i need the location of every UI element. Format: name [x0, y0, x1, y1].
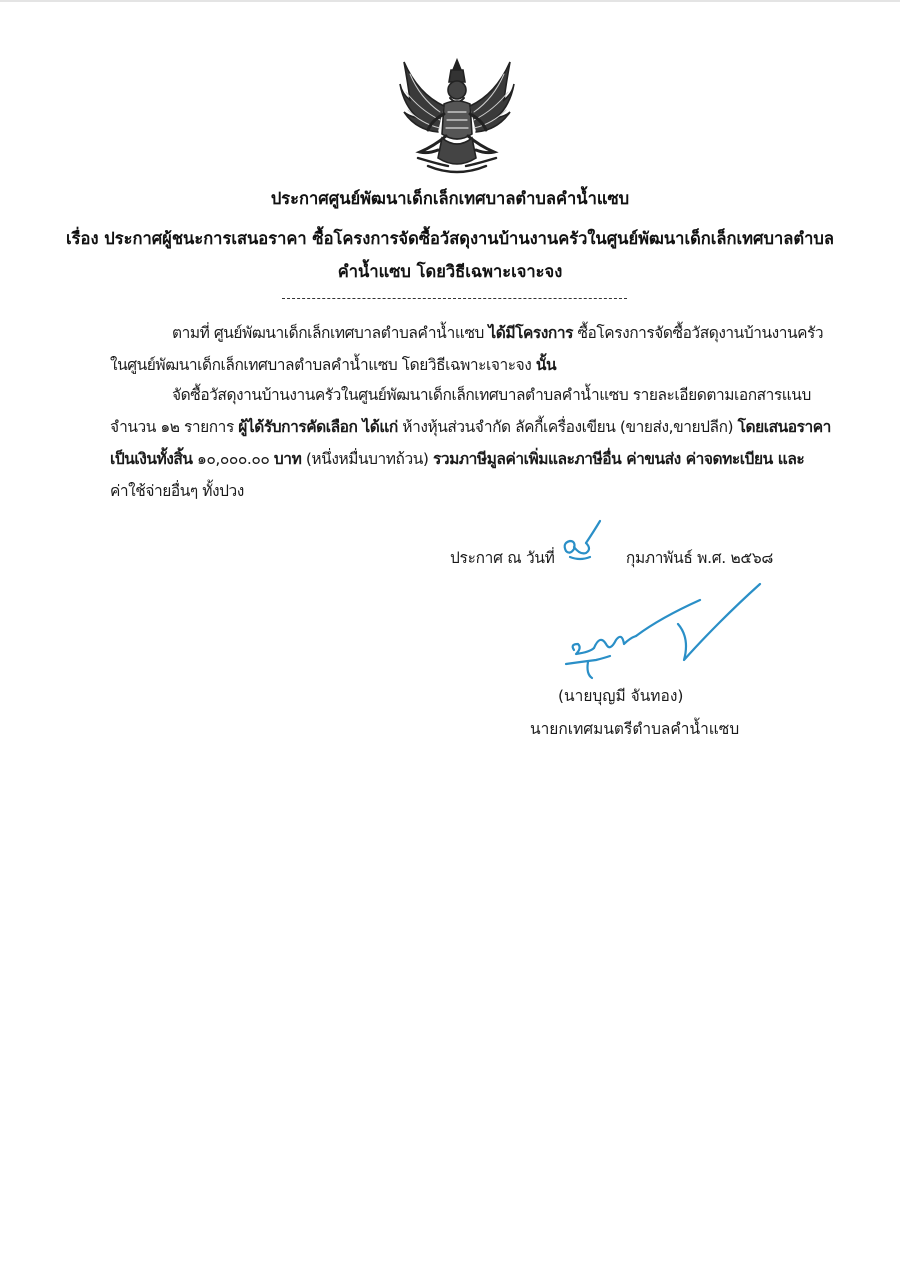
- document-subject-line-2: คำน้ำแซบ โดยวิธีเฉพาะเจาะจง: [337, 262, 563, 281]
- text-segment: ๑๐,๐๐๐.๐๐: [192, 450, 274, 468]
- paragraph-2-line-1: [172, 382, 811, 407]
- text-segment: ค่าใช้จ่ายอื่นๆ ทั้งปวง: [110, 482, 244, 500]
- announcement-date: [450, 545, 773, 570]
- text-segment: จำนวน ๑๒ รายการ: [110, 418, 239, 436]
- dashed-separator: [282, 298, 627, 299]
- paragraph-1-line-2: [110, 352, 800, 377]
- announcement-month-year: กุมภาพันธ์ พ.ศ. ๒๕๖๘: [625, 549, 774, 567]
- text-segment: ได้มีโครงการ: [488, 324, 573, 342]
- handwritten-signature-icon: [560, 578, 770, 688]
- page-top-edge: [0, 0, 900, 2]
- text-segment: เป็นเงินทั้งสิ้น: [110, 450, 193, 468]
- signer-name: (นายบุญมี จันทอง): [558, 687, 684, 705]
- text-segment: ห้างหุ้นส่วนจำกัด ลัคกี้เครื่องเขียน (ขายส่ง,ขายปลีก): [397, 418, 738, 436]
- paragraph-2-line-3: [110, 446, 805, 471]
- text-segment: ตามที่ ศูนย์พัฒนาเด็กเล็กเทศบาลตำบลคำน้ำแซบ: [172, 324, 489, 342]
- text-segment: นั้น: [535, 356, 557, 374]
- signer-position: นายกเทศมนตรีตำบลคำน้ำแซบ: [530, 720, 740, 738]
- document-title: ประกาศศูนย์พัฒนาเด็กเล็กเทศบาลตำบลคำน้ำแซบ: [270, 189, 630, 208]
- text-segment: จัดซื้อวัสดุงานบ้านงานครัวในศูนย์พัฒนาเด็กเล็กเทศบาลตำบลคำน้ำแซบ รายละเอียดตามเอกสารแนบ: [172, 386, 811, 404]
- text-segment: รวมภาษีมูลค่าเพิ่มและภาษีอื่น ค่าขนส่ง ค่าจดทะเบียน และ: [432, 450, 805, 468]
- announcement-date-prefix: ประกาศ ณ วันที่: [450, 549, 555, 567]
- handwritten-day-icon: [556, 517, 608, 565]
- paragraph-2-line-2: [110, 414, 831, 439]
- garuda-emblem-icon: [398, 54, 516, 178]
- text-segment: ในศูนย์พัฒนาเด็กเล็กเทศบาลตำบลคำน้ำแซบ โดยวิธีเฉพาะเจาะจง: [110, 356, 536, 374]
- text-segment: ผู้ได้รับการคัดเลือก ได้แก่: [238, 418, 398, 436]
- text-segment: บาท: [273, 450, 302, 468]
- text-segment: (หนึ่งหมื่นบาทถ้วน): [301, 450, 433, 468]
- paragraph-2-line-4: [110, 478, 800, 503]
- document-subject-line-1: เรื่อง ประกาศผู้ชนะการเสนอราคา ซื้อโครงการจัดซื้อวัสดุงานบ้านงานครัวในศูนย์พัฒนาเด็กเล็กเทศบาลตำบล: [66, 229, 834, 248]
- text-segment: โดยเสนอราคา: [737, 418, 831, 436]
- text-segment: ซื้อโครงการจัดซื้อวัสดุงานบ้านงานครัว: [573, 324, 824, 342]
- paragraph-1-line-1: [172, 320, 824, 345]
